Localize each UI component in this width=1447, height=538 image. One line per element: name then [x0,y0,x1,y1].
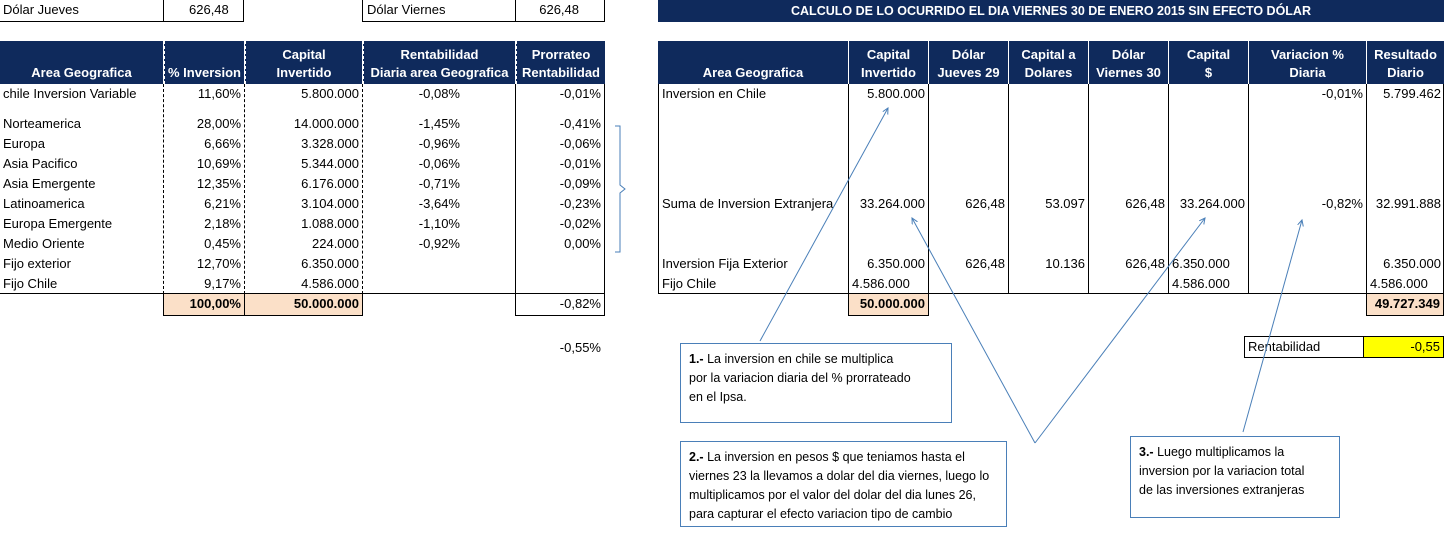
cell-capital: 6.350.000 [867,256,925,271]
header-pct: % Inversion [164,41,244,84]
cell-area: chile Inversion Variable [3,86,137,101]
rentabilidad-label: Rentabilidad [1248,339,1321,354]
header-capital: Capital Invertido [848,41,928,84]
cell-capital: 224.000 [312,236,359,251]
header-prorrateo: Prorrateo Rentabilidad [516,41,605,84]
cell-area: Europa [3,136,45,151]
cell-capital: 3.328.000 [301,136,359,151]
total-capital: 50.000.000 [244,294,363,316]
cell-capital-dolares: 10.136 [1045,256,1085,271]
cell-capital-dolares: 53.097 [1045,196,1085,211]
cell-capital: 4.586.000 [852,276,910,291]
cell-area: Inversion en Chile [662,86,767,101]
cell-area: Fijo Chile [3,276,58,291]
extra-value: -0,55% [559,340,601,355]
cell-capital: 5.344.000 [301,156,359,171]
cell-capital: 33.264.000 [859,196,925,211]
header-rentabilidad: Rentabilidad Diaria area Geografica [363,41,515,84]
dolar-viernes-label: Dólar Viernes [367,2,446,17]
header-resultado: Resultado Diario [1366,41,1444,84]
header-variacion: Variacion % Diaria [1248,41,1366,84]
cell-capital: 14.000.000 [293,116,359,131]
header-area: Area Geografica [658,41,848,84]
cell-capital-pesos: 33.264.000 [1179,196,1245,211]
cell-area: Fijo Chile [662,276,717,291]
cell-rent: -3,64% [418,196,460,211]
note-2: 2.- La inversion en pesos $ que teniamos hasta el viernes 23 la llevamos a dolar del dia viernes, luego lo multiplicamos por el valor del dolar del dia lunes 26, para capturar el efecto variacion tipo de cambio [680,441,1007,527]
total-resultado: 49.727.349 [1366,294,1444,316]
cell-prorr: -0,02% [559,216,601,231]
cell-rent: -1,45% [418,116,460,131]
cell-area: Medio Oriente [3,236,85,251]
cell-capital: 5.800.000 [301,86,359,101]
callout-line-3 [1243,220,1302,432]
note-3: 3.- Luego multiplicamos la inversion por la variacion total de las inversiones extranjeras [1130,436,1340,518]
header-capital-pesos: Capital $ [1168,41,1248,84]
cell-rent: -1,10% [418,216,460,231]
cell-area: Fijo exterior [3,256,71,271]
cell-area: Suma de Inversion Extranjera [662,196,834,211]
note-1: 1.- La inversion en chile se multiplica por la variacion diaria del % prorrateado en el Ipsa. [680,343,952,423]
cell-pct: 11,60% [197,86,241,101]
cell-dolar-jueves: 626,48 [965,256,1005,271]
header-dolar-viernes: Dólar Viernes 30 [1088,41,1168,84]
callout-line-2b [1035,218,1205,443]
cell-capital: 3.104.000 [301,196,359,211]
cell-capital-pesos: 4.586.000 [1172,276,1230,291]
cell-area: Asia Pacifico [3,156,78,171]
cell-pct: 0,45% [204,236,241,251]
cell-prorr: -0,09% [559,176,601,191]
cell-dolar-viernes: 626,48 [1125,196,1165,211]
dolar-jueves-value: 626,48 [189,2,229,17]
cell-area: Norteamerica [3,116,82,131]
callout-line-1 [760,108,888,341]
cell-capital: 1.088.000 [301,216,359,231]
cell-area: Inversion Fija Exterior [662,256,788,271]
cell-pct: 10,69% [196,156,241,171]
header-capital: Capital Invertido [245,41,362,84]
cell-prorr: -0,41% [559,116,601,131]
cell-rent: -0,06% [418,156,460,171]
cell-pct: 2,18% [204,216,241,231]
cell-area: Asia Emergente [3,176,96,191]
cell-resultado: 6.350.000 [1383,256,1441,271]
header-capital-dolares: Capital a Dolares [1008,41,1088,84]
header-area: Area Geografica [0,41,163,84]
cell-prorr: 0,00% [564,236,601,251]
cell-rent: -0,71% [418,176,460,191]
cell-resultado: 5.799.462 [1383,86,1441,101]
header-dolar-jueves: Dólar Jueves 29 [928,41,1008,84]
cell-capital: 6.350.000 [301,256,359,271]
cell-dolar-jueves: 626,48 [965,196,1005,211]
cell-capital: 6.176.000 [301,176,359,191]
rentabilidad-value: -0,55 [1364,337,1443,357]
total-prorrateo: -0,82% [515,294,605,316]
cell-resultado: 32.991.888 [1375,196,1441,211]
cell-capital: 5.800.000 [867,86,925,101]
cell-prorr: -0,23% [559,196,601,211]
cell-capital: 4.586.000 [301,276,359,291]
cell-rent: -0,96% [418,136,460,151]
cell-pct: 12,35% [196,176,241,191]
cell-variacion: -0,01% [1321,86,1363,101]
dolar-jueves-label: Dólar Jueves [3,2,79,17]
cell-variacion: -0,82% [1321,196,1363,211]
cell-pct: 28,00% [196,116,241,131]
cell-area: Europa Emergente [3,216,113,231]
banner-title: CALCULO DE LO OCURRIDO EL DIA VIERNES 30 DE ENERO 2015 SIN EFECTO DÓLAR [658,0,1444,22]
cell-prorr: -0,06% [559,136,601,151]
cell-pct: 12,70% [196,256,241,271]
cell-resultado: 4.586.000 [1370,276,1428,291]
cell-pct: 6,21% [204,196,241,211]
dolar-viernes-value: 626,48 [539,2,579,17]
cell-prorr: -0,01% [559,156,601,171]
cell-area: Latinoamerica [3,196,85,211]
total-pct: 100,00% [163,294,245,316]
cell-pct: 9,17% [204,276,241,291]
cell-dolar-viernes: 626,48 [1125,256,1165,271]
total-capital: 50.000.000 [848,294,929,316]
cell-capital-pesos: 6.350.000 [1172,256,1230,271]
cell-rent: -0,92% [418,236,460,251]
cell-pct: 6,66% [204,136,241,151]
cell-prorr: -0,01% [559,86,601,101]
cell-rent: -0,08% [418,86,460,101]
